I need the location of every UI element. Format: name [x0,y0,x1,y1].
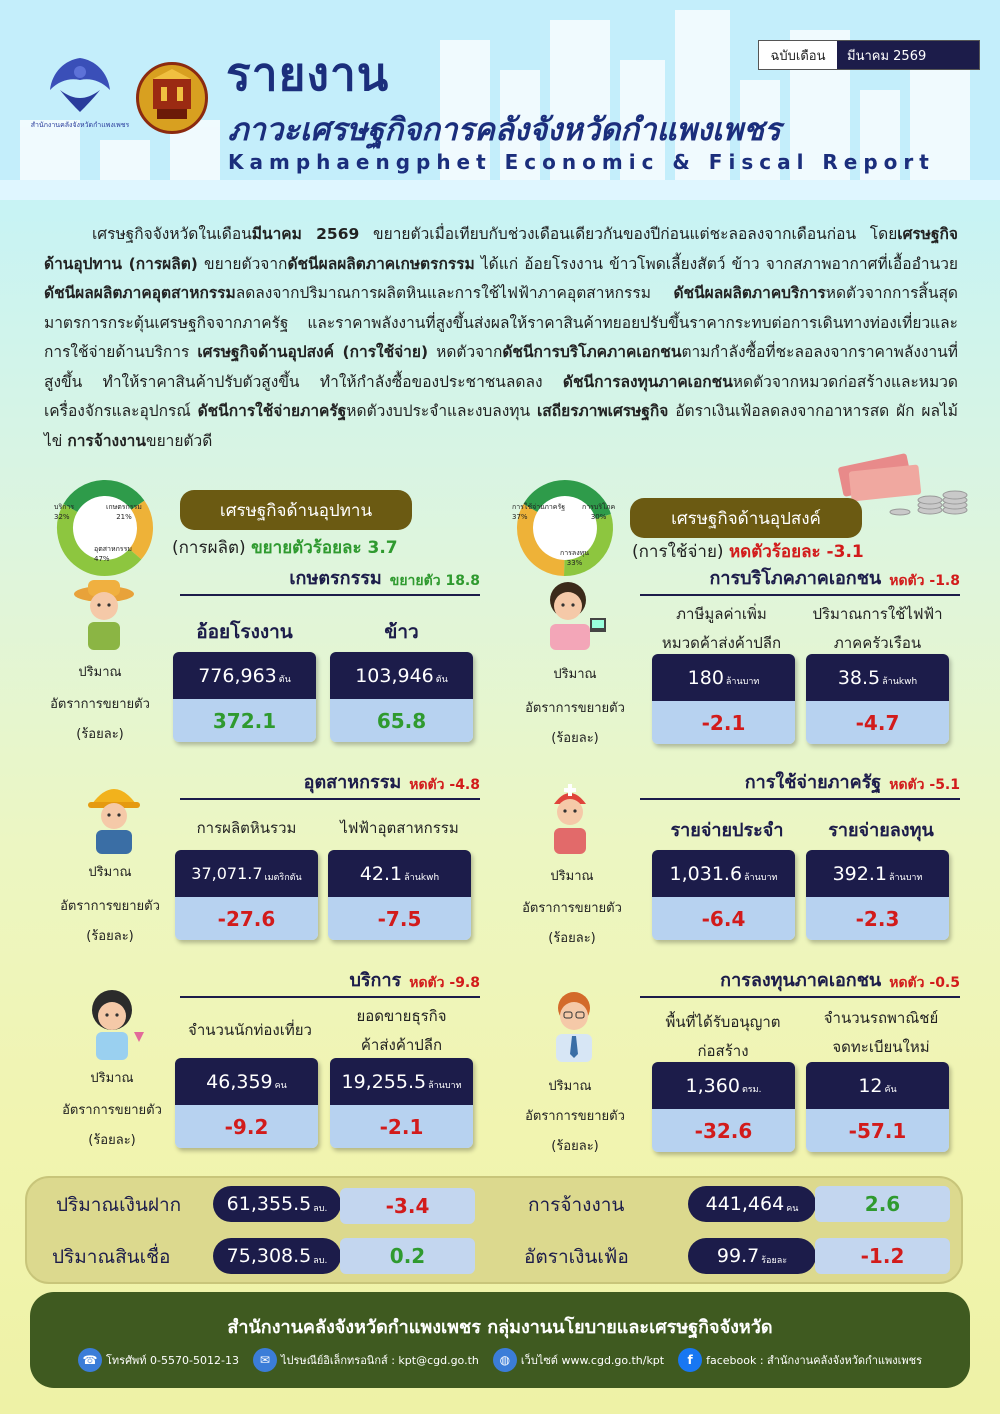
row-label-rate: อัตราการขยายตัว (ร้อยละ) [525,701,625,746]
svc-tourist-card: 46,359 คน -9.2 [175,1058,318,1148]
ind-section-title: อุตสาหกรรม หดตัว -4.8 [180,770,480,800]
official-avatar [534,778,614,858]
inflation-label: อัตราเงินเฟ้อ [524,1246,629,1268]
globe-icon: ◍ [493,1348,517,1372]
footer-website[interactable]: ◍ เว็บไซต์ www.cgd.go.th/kpt [493,1348,664,1372]
agri-section-title: เกษตรกรรม ขยายตัว 18.8 [180,566,480,596]
supply-heading: เศรษฐกิจด้านอุปทาน [180,490,412,530]
row-label-qty: ปริมาณ [90,1071,134,1086]
row-label-rate: อัตราการขยายตัว (ร้อยละ) [60,899,160,944]
cons-section-title: การบริโภคภาคเอกชน หดตัว -1.8 [640,566,960,596]
donut-label: บริการ 32% [54,503,75,521]
credit-label: ปริมาณสินเชื่อ [52,1246,171,1268]
gov-investment-card: 392.1 ล้านบาท -2.3 [806,850,949,940]
svc-section-title: บริการ หดตัว -9.8 [180,968,480,998]
footer [30,1292,970,1388]
donut-label: การลงทุน 33% [560,549,590,567]
row-label-qty: ปริมาณ [88,865,132,880]
ind-col2-head: ไฟฟ้าอุตสาหกรรม [340,819,459,837]
employment-label: การจ้างงาน [528,1194,625,1216]
page-title: รายงาน [226,47,390,101]
phone-icon: ☎ [78,1348,102,1372]
gov-regular-card: 1,031.6 ล้านบาท -6.4 [652,850,795,940]
province-seal [136,62,208,134]
row-label-qty: ปริมาณ [78,665,122,680]
donut-label: เกษตรกรรม 21% [106,503,142,521]
row-label-qty: ปริมาณ [553,667,597,682]
gov-col2-head: รายจ่ายลงทุน [828,820,934,841]
agri-col2-head: ข้าว [384,621,419,643]
ind-col1-head: การผลิตหินรวม [196,819,297,837]
english-title: Kamphaengphet Economic & Fiscal Report [228,150,935,174]
donut-label: การใช้จ่ายภาครัฐ 37% [512,503,566,521]
inv-col2-head: จำนวนรถพาณิชย์ จดทะเบียนใหม่ [823,1009,939,1056]
svc-col1-head: จำนวนนักท่องเที่ยว [188,1021,312,1039]
footer-office: สำนักงานคลังจังหวัดกำแพงเพชร กลุ่มงานนโยบายและเศรษฐกิจจังหวัด [227,1317,773,1338]
edition-label: ฉบับเดือน [770,48,826,64]
demand-subheading: (การใช้จ่าย) หดตัวร้อยละ -3.1 [632,542,864,562]
row-label-rate: อัตราการขยายตัว (ร้อยละ) [50,697,150,742]
summary-paragraph: เศรษฐกิจจังหวัดในเดือนมีนาคม 2569 ขยายตัวเมื่อเทียบกับช่วงเดือนเดียวกันของปีก่อนแต่ชะลอลงจากเดือนก่อน โดยเศรษฐกิจด้านอุปทาน (การผลิต) ขยายตัวจากดัชนีผลผลิตภาคเกษตรกรรม ได้แก่ อ้อยโรงงาน ข้าวโพดเลี้ยงสัตว์ ข้าว จากสภาพอากาศที่เอื้ออำนวย ดัชนีผลผลิตภาคอุตสาหกรรมลดลงจากปริมาณการผลิตหินและการใช้ไฟฟ้าภาคอุตสาหกรรม ดัชนีผลผลิตภาคบริการหดตัวจากการสิ้นสุดมาตรการกระตุ้นเศรษฐกิจจากภาครัฐ และราคาพลังงานที่สูงขึ้นส่งผลให้ราคาสินค้าทยอยปรับขึ้นราคากระทบต่อการเดินทางท่องเที่ยวและการใช้จ่ายด้านบริการ เศรษฐกิจด้านอุปสงค์ (การใช้จ่าย) หดตัวจากดัชนีการบริโภคภาคเอกชนตามกำลังซื้อที่ชะลอลงจากราคาพลังงานที่สูงขึ้น ทำให้ราคาสินค้าปรับตัวสูงขึ้น ทำให้กำลังซื้อของประชาชนลดลง ดัชนีการลงทุนภาคเอกชนหดตัวจากหมวดก่อสร้างและหมวดเครื่องจักรและอุปกรณ์ ดัชนีการใช้จ่ายภาครัฐหดตัวงบประจำและงบลงทุน เสถียรภาพเศรษฐกิจ อัตราเงินเฟ้อลดลงจากอาหารสด ผัก ผลไม้ ไข่ การจ้างงานขยายตัวดี [44,225,959,450]
footer-phone[interactable]: ☎ โทรศัพท์ 0-5570-5012-13 [78,1348,239,1372]
svc-col2-head: ยอดขายธุรกิจ ค้าส่งค้าปลีก [356,1007,447,1054]
inflation-rate: -1.2 [815,1238,950,1274]
inv-col1-head: พื้นที่ได้รับอนุญาต ก่อสร้าง [665,1013,781,1060]
employment-value: 441,464 คน [688,1186,816,1222]
row-label-qty: ปริมาณ [548,1079,592,1094]
footer-email[interactable]: ✉ ไปรษณีย์อิเล็กทรอนิกส์ : kpt@cgd.go.th [253,1348,479,1372]
consumer-avatar [532,574,612,654]
inflation-value: 99.7 ร้อยละ [688,1238,816,1274]
inv-section-title: การลงทุนภาคเอกชน หดตัว -0.5 [640,968,960,998]
agri-col1-head: อ้อยโรงงาน [196,621,293,643]
donut-label: การบริโภค 30% [582,503,616,521]
deposit-label: ปริมาณเงินฝาก [56,1194,182,1216]
cons-vat-card: 180 ล้านบาท -2.1 [652,654,795,744]
farmer-avatar [64,572,144,652]
employment-rate: 2.6 [815,1186,950,1222]
demand-heading: เศรษฐกิจด้านอุปสงค์ [630,498,862,538]
facebook-icon: f [678,1348,702,1372]
agri-sugarcane-card: 776,963 ตัน 372.1 [173,652,316,742]
row-label-rate: อัตราการขยายตัว (ร้อยละ) [525,1109,625,1154]
ind-stone-card: 37,071.7 เมตริกตัน -27.6 [175,850,318,940]
gov-section-title: การใช้จ่ายภาครัฐ หดตัว -5.1 [640,770,960,800]
logo-caption: สำนักงานคลังจังหวัดกำแพงเพชร [30,121,130,129]
edition-box [758,40,980,70]
svc-retail-card: 19,255.5 ล้านบาท -2.1 [330,1058,473,1148]
cons-electricity-card: 38.5 ล้านkwh -4.7 [806,654,949,744]
credit-value: 75,308.5 ลบ. [213,1238,341,1274]
worker-avatar [74,774,154,854]
inv-vehicle-card: 12 คัน -57.1 [806,1062,949,1152]
footer-contacts [30,1348,970,1372]
ind-electricity-card: 42.1 ล้านkwh -7.5 [328,850,471,940]
agri-rice-card: 103,946 ตัน 65.8 [330,652,473,742]
donut-label: อุตสาหกรรม 47% [94,545,132,563]
edition-value: มีนาคม 2569 [837,41,979,69]
row-label-rate: อัตราการขยายตัว (ร้อยละ) [62,1103,162,1148]
footer-facebook[interactable]: f facebook : สำนักงานคลังจังหวัดกำแพงเพชร [678,1348,922,1372]
treasury-logo [30,50,130,129]
supply-donut-chart [50,478,160,578]
credit-rate: 0.2 [340,1238,475,1274]
investor-avatar [536,984,616,1064]
deposit-rate: -3.4 [340,1188,475,1224]
deposit-value: 61,355.5 ลบ. [213,1186,341,1222]
demand-donut-chart [510,478,620,578]
inv-construction-card: 1,360 ตรม. -32.6 [652,1062,795,1152]
gov-col1-head: รายจ่ายประจำ [670,820,784,841]
row-label-rate: อัตราการขยายตัว (ร้อยละ) [522,901,622,946]
row-label-qty: ปริมาณ [550,869,594,884]
supply-subheading: (การผลิต) ขยายตัวร้อยละ 3.7 [172,538,398,558]
cons-col1-head: ภาษีมูลค่าเพิ่ม หมวดค้าส่งค้าปลีก [661,605,782,652]
cons-col2-head: ปริมาณการใช้ไฟฟ้า ภาคครัวเรือน [812,605,943,652]
page-subtitle: ภาวะเศรษฐกิจการคลังจังหวัดกำแพงเพชร [228,112,781,148]
email-icon: ✉ [253,1348,277,1372]
service-avatar [72,982,152,1062]
